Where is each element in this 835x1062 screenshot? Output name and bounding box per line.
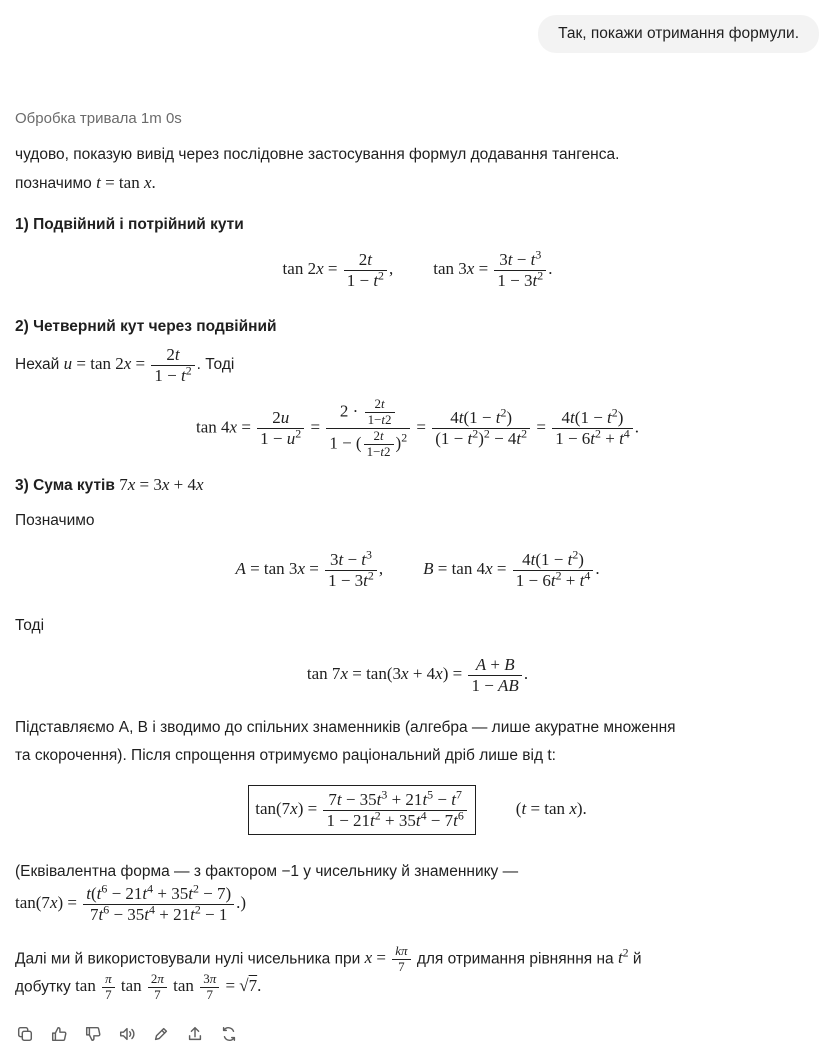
substitute-line-1: Підставляємо A, B і зводимо до спільних знаменників (алгебра — лише акуратне множення [15,719,676,736]
read-aloud-button[interactable] [117,1024,137,1044]
thumbs-down-icon [84,1025,102,1043]
boxed-formula: tan(7x) = $\frac{7t - 35t^3 + 21t^5 - t^7}{1 - 21t^2 + 35t^4 - 7t^6}$ [248,785,476,835]
math-7x-sum: 7x = 3x + 4x [119,475,204,494]
math-a-b-def: A = tan 3x = $\frac{3t - t^3}{1 - 3t^2}$ , B = tan 4x = $\frac{4t(1 - t^2)}{1 - 6t^2 + t^4}$ . [235,547,600,590]
math-u-def: u = tan 2x = $\frac{2t}{1 - t^2}$ [64,354,197,373]
math-product: tan $\frac{\pi}{7}$ tan $\frac{2\pi}{7}$ tan $\frac{3\pi}{7}$ = √7. [75,971,262,1002]
math-double-triple: tan 2x = $\frac{2t}{1 - t^2}$ , tan 3x = $\frac{3t - t^3}{1 - 3t^2}$ . [282,247,553,290]
edit-icon [152,1025,170,1043]
closing-text-1: Далі ми й використовували нулі чисельника при [15,950,365,968]
equivalent-line-1: (Еквівалентна форма — з фактором −1 у чисельнику й знаменнику — [15,863,519,880]
closing-text-4: добутку [15,978,76,996]
thumbs-up-icon [50,1025,68,1043]
thinking-status[interactable]: Обробка тривала 1m 0s [15,110,182,127]
closing-text-3: й [628,950,642,968]
math-tan4x: tan 4x = $\frac{2u}{1 - u^2}$ = 2 · $\frac{2t}{1-t2}$ 1 − ( $\frac{2t}{1-t2}$ )$^2$ = $\frac{4t(1 - t^2)}{(1 - t^2)^2 - 4t^2}$ = $\frac{4t(1 - t^2)}{1 - 6t^2 + t^4}$ . [196,396,639,459]
speaker-icon [118,1025,136,1043]
intro-line-1: чудово, показую вивід через послідовне застосування формул додавання тангенса. [15,146,620,163]
then-text-3: Тоді [15,617,45,634]
section-3-title-text: 3) Сума кутів [15,477,120,494]
closing-text-2: для отримання рівняння на [412,950,618,968]
denote-text: Позначимо [15,512,95,529]
math-zeros: x = $\frac{k\pi}{7}$ [365,948,413,967]
share-icon [186,1025,204,1043]
intro-line-2-text: позначимо [15,175,97,192]
section-3-title [15,475,204,495]
math-final-result: tan(7x) = $\frac{7t - 35t^3 + 21t^5 - t^7}{1 - 21t^2 + 35t^4 - 7t^6}$ (t = tan x). [0,785,835,835]
user-message-bubble [538,15,819,53]
intro-line-2 [15,169,156,198]
message-toolbar [15,1024,239,1044]
thumbs-down-button[interactable] [83,1024,103,1044]
regenerate-button[interactable] [219,1024,239,1044]
math-t-def: t = tan x. [96,173,156,192]
then-text: . Тоді [196,355,235,373]
math-t-squared: $t^2$ [617,945,629,968]
section-1-title: 1) Подвійний і потрійний кути [15,216,244,233]
section-2-title: 2) Четверний кут через подвійний [15,318,277,335]
thumbs-up-button[interactable] [49,1024,69,1044]
section-2-let [15,345,234,385]
closing-line-2 [15,972,261,1003]
regenerate-icon [220,1025,238,1043]
let-text: Нехай [15,355,64,373]
substitute-line-2: та скорочення). Після спрощення отримуємо раціональний дріб лише від t: [15,747,556,764]
copy-icon [16,1025,34,1043]
user-message-text: Так, покажи отримання формули. [558,25,799,42]
copy-button[interactable] [15,1024,35,1044]
math-equivalent-form: tan(7x) = $\frac{t(t^6 - 21t^4 + 35t^2 - 7)}{7t^6 - 35t^4 + 21t^2 - 1}$ .) [15,881,247,924]
share-button[interactable] [185,1024,205,1044]
edit-button[interactable] [151,1024,171,1044]
math-tan7x-sum: tan 7x = tan(3x + 4x) = $\frac{A + B}{1 - AB}$ . [306,655,529,695]
